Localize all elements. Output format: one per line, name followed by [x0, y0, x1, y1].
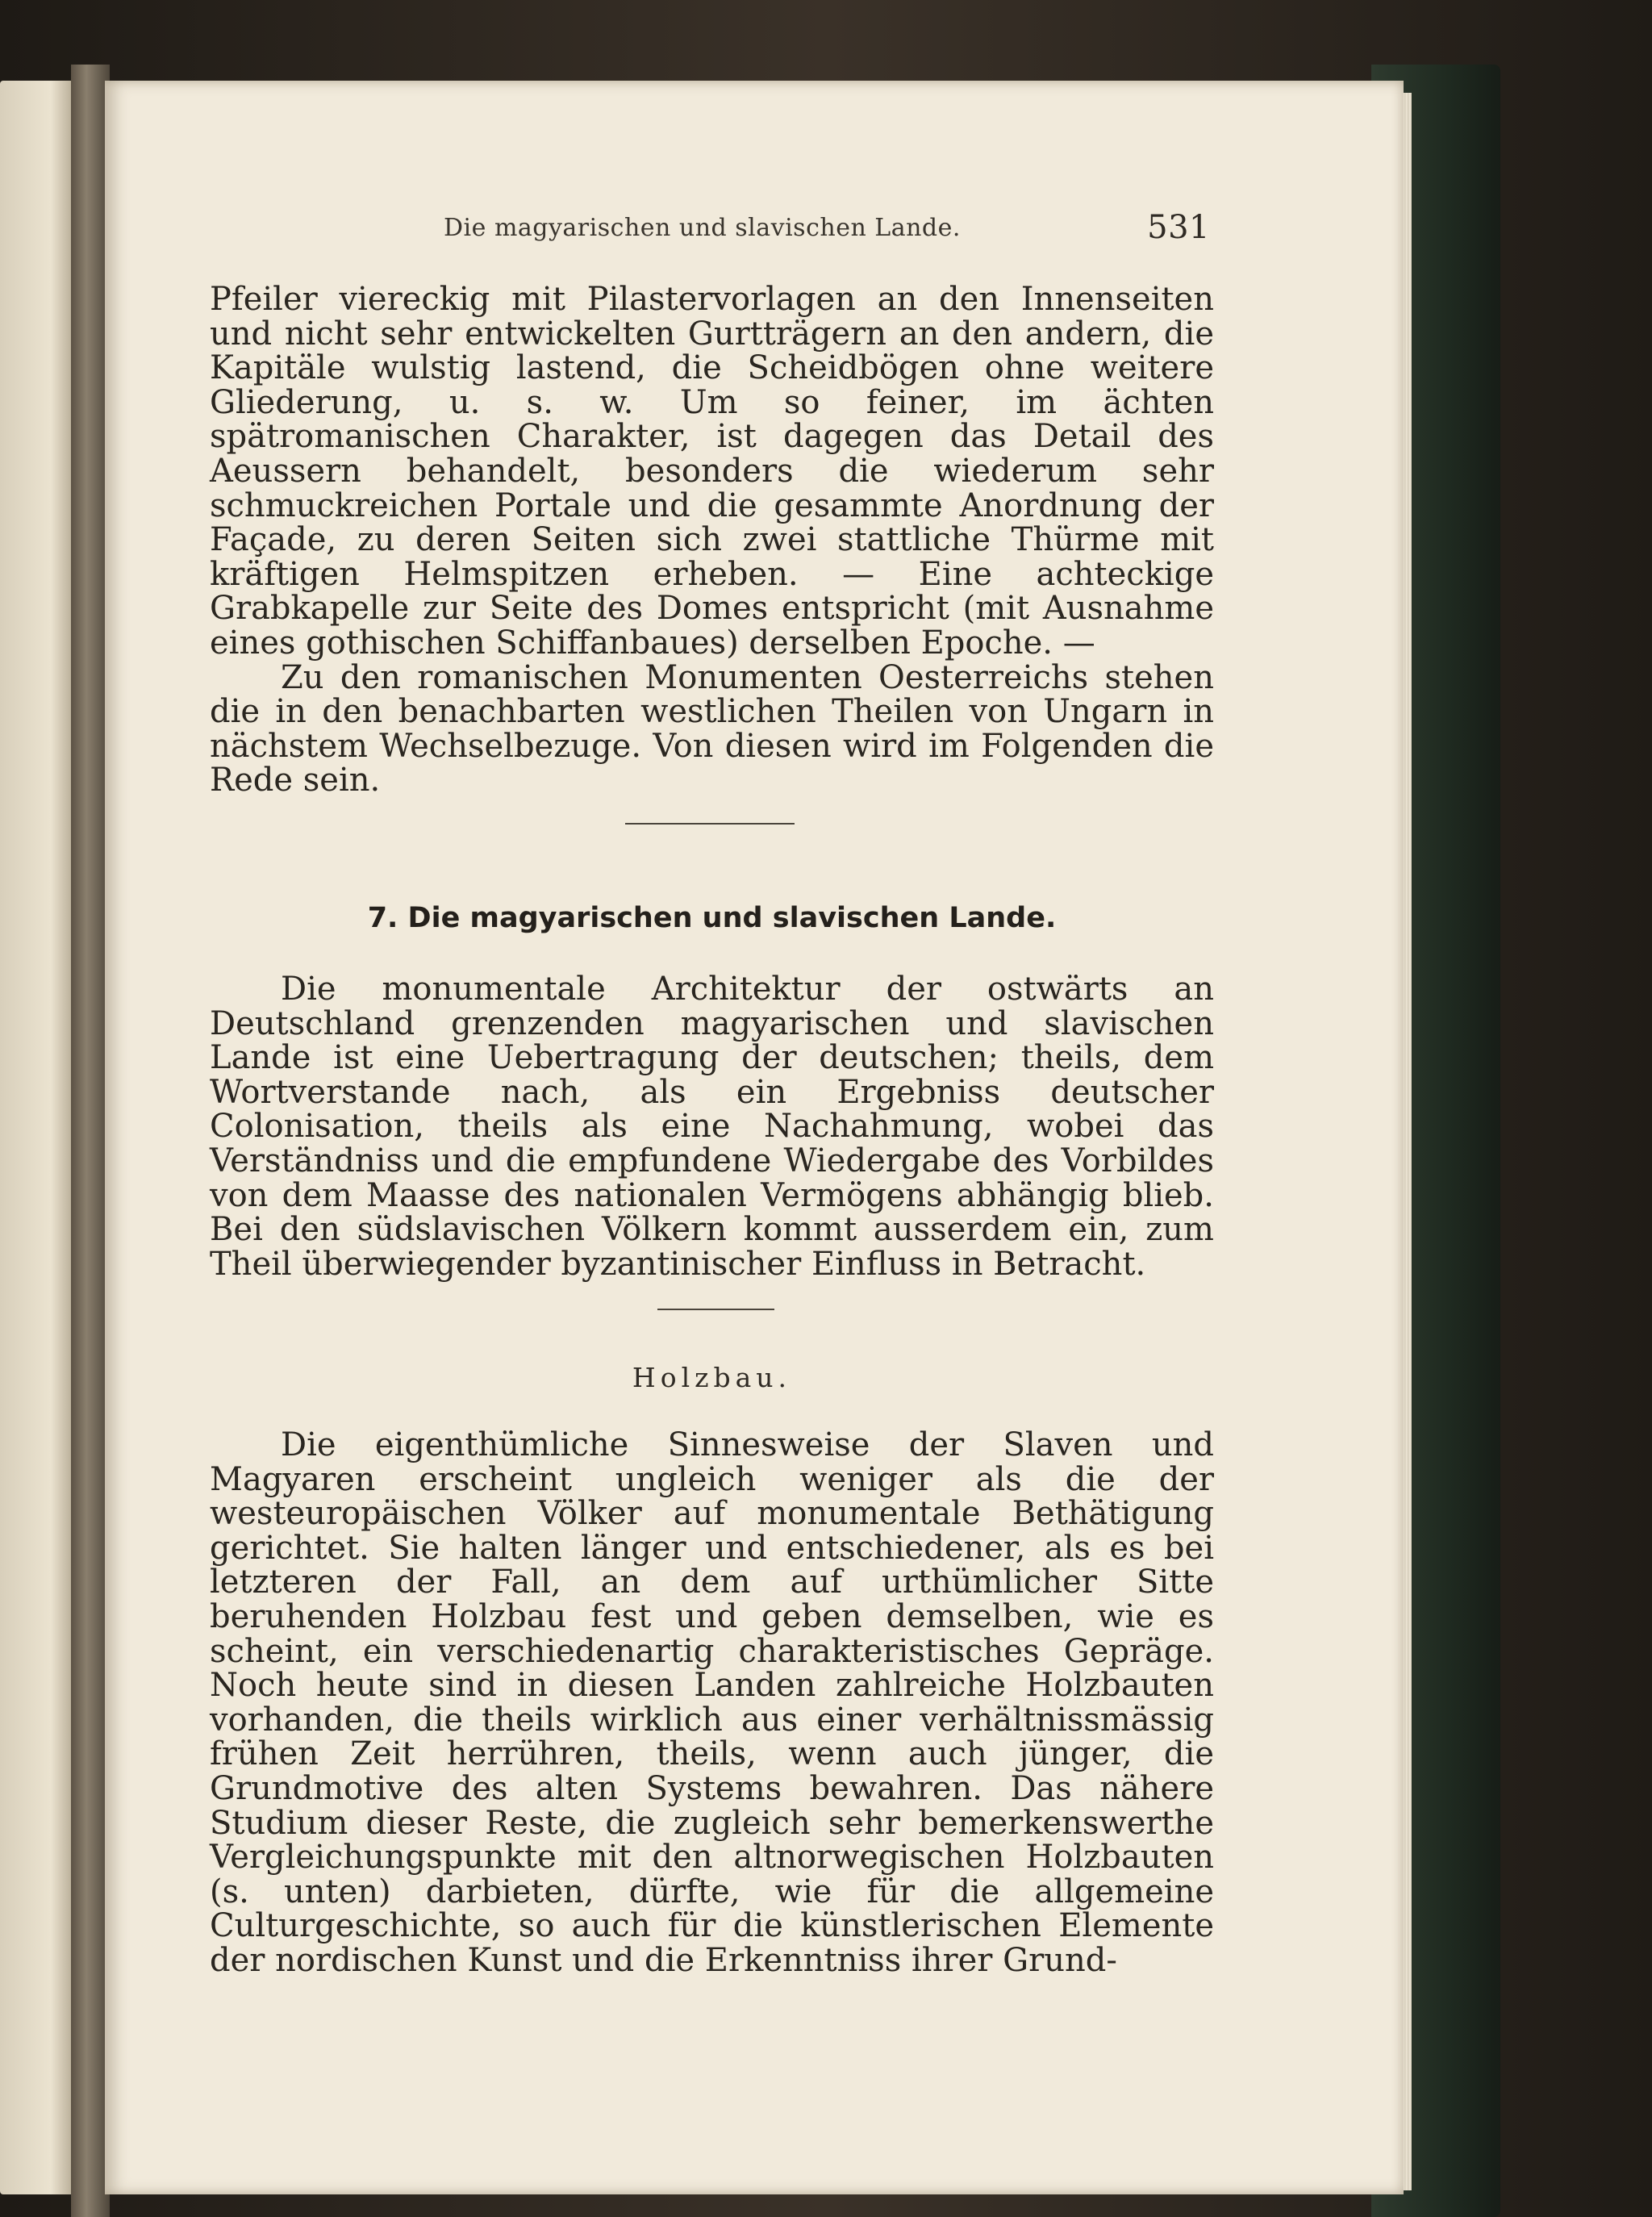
- subsection-paragraph: Die eigenthümliche Sinnesweise der Slaven und Magyaren erscheint ungleich weniger als die der westeuropäischen Völker auf monumentale Bethätigung gerichtet. Sie halten länger und entschiedener, als es bei letzteren der Fall, an dem auf urthümlicher Sitte beruhenden Holzbau fest und geben demselben, wie es scheint, ein verschiedenartig charakteristisches Gepräge. Noch heute sind in diesen Landen zahlreiche Holzbauten vorhanden, die theils wirklich aus einer verhältnissmässig frühen Zeit herrühren, theils, wenn auch jünger, die Grundmotive des alten Systems bewahren. Das nähere Studium dieser Reste, die zugleich sehr bemerkenswerthe Vergleichungspunkte mit den altnorwegischen Holzbauten (s. unten) darbieten, dürfte, wie für die allgemeine Culturgeschichte, so auch für die künstlerischen Elemente der nordischen Kunst und die Erkenntniss ihrer Grund-: [210, 1426, 1214, 1979]
- running-title: Die magyarischen und slavischen Lande.: [444, 214, 961, 242]
- paragraph-continuation: Pfeiler viereckig mit Pilastervorlagen an den Innenseiten und nicht sehr entwickelten Gurtträgern an den andern, die Kapitäle wulstig lastend, die Scheidbögen ohne weitere Gliederung, u. s. w. Um so feiner, im ächten spätromanischen Charakter, ist dagegen das Detail des Aeussern behandelt, besonders die wiederum sehr schmuckreichen Portale und die gesammte Anordnung der Façade, zu deren Seiten sich zwei stattliche Thürme mit kräftigen Helmspitzen erheben. — Eine achteckige Grabkapelle zur Seite des Domes entspricht (mit Ausnahme eines gothischen Schiffanbaues) derselben Epoche. —: [210, 281, 1214, 662]
- running-header: [444, 209, 1210, 246]
- subsection-text-block: [210, 1428, 1214, 1978]
- subsection-heading: Holzbau.: [632, 1362, 792, 1393]
- section-paragraph: Die monumentale Architektur der ostwärts an Deutschland grenzenden magyarischen und slavischen Lande ist eine Uebertragung der deutschen; theils, dem Wortverstande nach, als ein Ergebniss deutscher Colonisation, theils als eine Nachahmung, wobei das Verständniss und die empfundene Wiedergabe des Vorbildes von dem Maasse des nationalen Vermögens abhängig blieb. Bei den südslavischen Völkern kommt ausserdem ein, zum Theil überwiegender byzantinischer Einfluss in Betracht.: [210, 971, 1214, 1283]
- section-divider-top: [625, 823, 795, 825]
- paragraph-transition: Zu den romanischen Monumenten Oesterreichs stehen die in den benachbarten westlichen Theilen von Ungarn in nächstem Wechselbezuge. Von diesen wird im Folgenden die Rede sein.: [210, 658, 1214, 800]
- section-text-block: [210, 972, 1214, 1281]
- subsection-divider: [657, 1309, 774, 1310]
- top-text-block: [210, 282, 1214, 798]
- section-title: 7. Die magyarischen und slavischen Lande.: [367, 902, 1057, 934]
- book-gutter: [71, 65, 110, 2217]
- previous-page-edge: [0, 81, 73, 2194]
- page-number: 531: [1147, 209, 1210, 246]
